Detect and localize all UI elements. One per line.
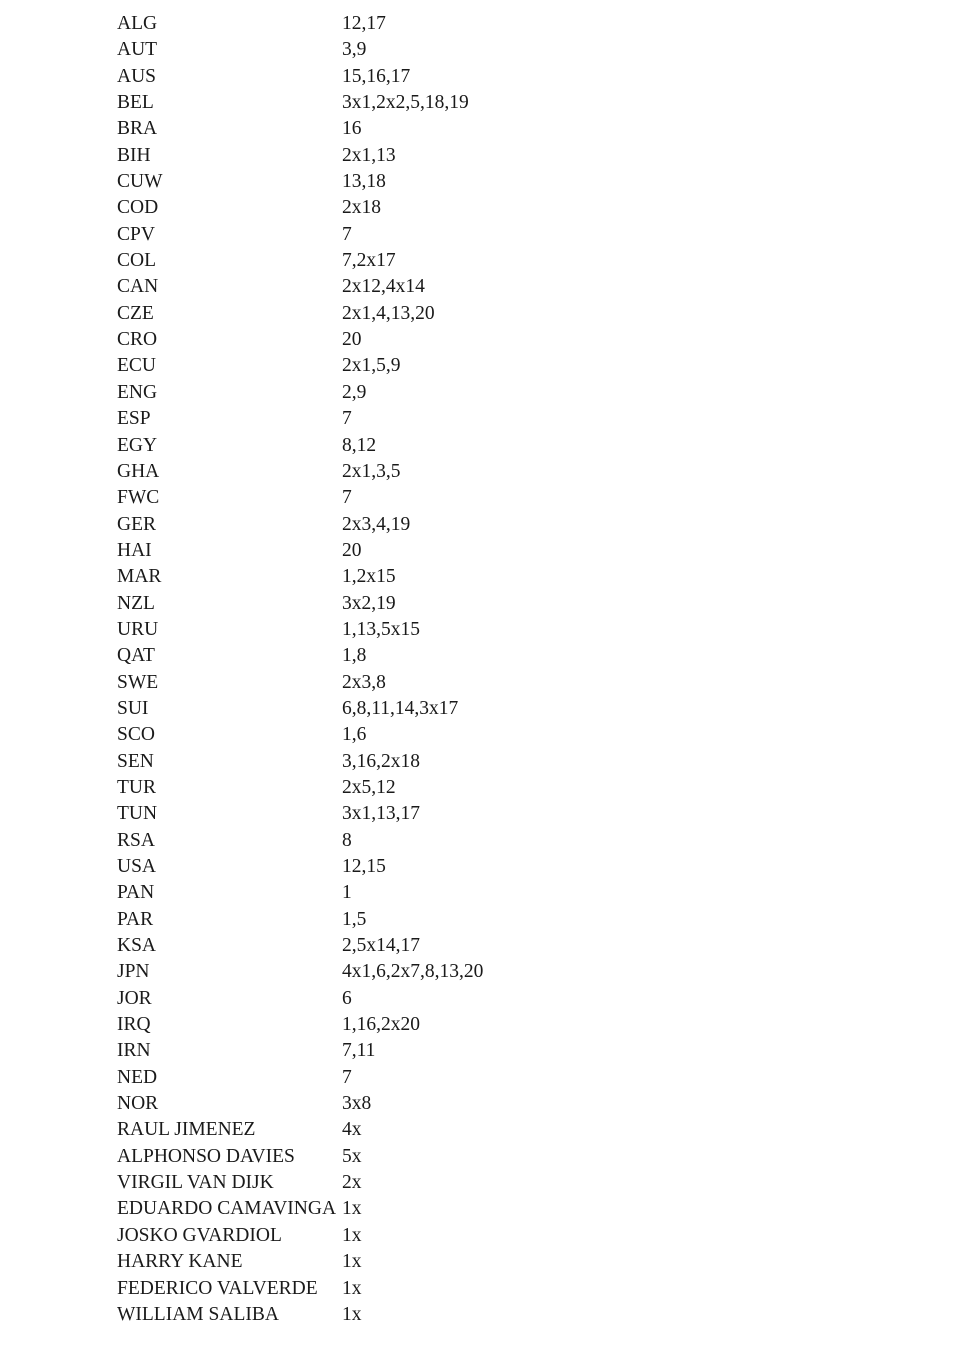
item-value: 1,8 bbox=[342, 645, 367, 667]
item-value: 1x bbox=[342, 1303, 362, 1325]
item-name: SCO bbox=[117, 724, 155, 746]
item-value: 12,17 bbox=[342, 13, 386, 34]
list-item bbox=[117, 353, 717, 379]
item-value: 2x bbox=[342, 1172, 362, 1194]
list-item bbox=[117, 1117, 717, 1143]
item-name: TUR bbox=[117, 776, 156, 798]
list-item bbox=[117, 564, 717, 590]
list-item bbox=[117, 617, 717, 643]
item-value: 7 bbox=[342, 223, 352, 245]
item-value: 3,9 bbox=[342, 39, 367, 61]
item-value: 2x1,4,13,20 bbox=[342, 302, 435, 324]
list-item bbox=[117, 907, 717, 933]
item-value: 2,5x14,17 bbox=[342, 935, 420, 957]
item-value: 3x8 bbox=[342, 1093, 372, 1115]
list-item bbox=[117, 301, 717, 327]
item-name: ESP bbox=[117, 408, 151, 430]
item-name: GER bbox=[117, 513, 156, 535]
item-name: GHA bbox=[117, 460, 160, 482]
list-item bbox=[117, 828, 717, 854]
item-name: NED bbox=[117, 1066, 158, 1088]
item-value: 13,18 bbox=[342, 171, 386, 193]
list-item bbox=[117, 986, 717, 1012]
list-item bbox=[117, 643, 717, 669]
item-name: SUI bbox=[117, 697, 149, 719]
item-name: KSA bbox=[117, 935, 157, 957]
list-item bbox=[117, 1223, 717, 1249]
list-item bbox=[117, 1196, 717, 1222]
list-item bbox=[117, 433, 717, 459]
item-name: CPV bbox=[117, 223, 155, 245]
item-name: CUW bbox=[117, 171, 163, 193]
list-item bbox=[117, 775, 717, 801]
item-name: HAI bbox=[117, 539, 152, 561]
list-item bbox=[117, 1302, 717, 1328]
item-value: 7 bbox=[342, 487, 352, 509]
item-name: URU bbox=[117, 618, 159, 640]
item-value: 16 bbox=[342, 118, 362, 140]
item-value: 1x bbox=[342, 1277, 362, 1299]
list-item bbox=[117, 248, 717, 274]
item-value: 8,12 bbox=[342, 434, 377, 456]
item-name: JOSKO GVARDIOL bbox=[117, 1224, 282, 1246]
list-item bbox=[117, 195, 717, 221]
item-name: CZE bbox=[117, 302, 154, 324]
list-item bbox=[117, 37, 717, 63]
item-name: IRN bbox=[117, 1040, 151, 1062]
item-name: RSA bbox=[117, 829, 155, 851]
item-name: JPN bbox=[117, 961, 150, 983]
list-item bbox=[117, 64, 717, 90]
item-name: RAUL JIMENEZ bbox=[117, 1119, 256, 1141]
item-name: BEL bbox=[117, 92, 154, 114]
item-value: 1,16,2x20 bbox=[342, 1014, 420, 1036]
item-value: 2,9 bbox=[342, 381, 367, 403]
item-name: IRQ bbox=[117, 1014, 151, 1036]
item-value: 20 bbox=[342, 539, 362, 561]
list-item bbox=[117, 1144, 717, 1170]
list-item bbox=[117, 485, 717, 511]
list-item bbox=[117, 116, 717, 142]
item-name: VIRGIL VAN DIJK bbox=[117, 1172, 274, 1194]
item-name: EDUARDO CAMAVINGA bbox=[117, 1198, 337, 1220]
list-item bbox=[117, 1012, 717, 1038]
list-item bbox=[117, 1249, 717, 1275]
list-item bbox=[117, 406, 717, 432]
list-item bbox=[117, 1038, 717, 1064]
list-item bbox=[117, 670, 717, 696]
item-value: 4x1,6,2x7,8,13,20 bbox=[342, 961, 484, 983]
list-item bbox=[117, 380, 717, 406]
item-value: 2x1,5,9 bbox=[342, 355, 401, 377]
list-item bbox=[117, 591, 717, 617]
item-value: 1,2x15 bbox=[342, 566, 396, 588]
item-value: 20 bbox=[342, 329, 362, 351]
list-item bbox=[117, 274, 717, 300]
item-name: FWC bbox=[117, 487, 160, 509]
item-name: CRO bbox=[117, 329, 158, 351]
item-value: 3,16,2x18 bbox=[342, 750, 420, 772]
item-name: COD bbox=[117, 197, 159, 219]
item-name: ECU bbox=[117, 355, 156, 377]
item-name: SWE bbox=[117, 671, 159, 693]
list-item bbox=[117, 512, 717, 538]
item-value: 15,16,17 bbox=[342, 65, 411, 87]
item-value: 1 bbox=[342, 882, 352, 904]
item-name: QAT bbox=[117, 645, 155, 667]
item-name: SEN bbox=[117, 750, 154, 772]
item-value: 6,8,11,14,3x17 bbox=[342, 697, 459, 719]
list-item bbox=[117, 696, 717, 722]
item-name: ENG bbox=[117, 381, 158, 403]
item-name: NOR bbox=[117, 1093, 159, 1115]
list-item bbox=[117, 722, 717, 748]
item-value: 2x1,13 bbox=[342, 144, 396, 166]
item-name: ALPHONSO DAVIES bbox=[117, 1145, 295, 1167]
list-item bbox=[117, 459, 717, 485]
item-name: MAR bbox=[117, 566, 162, 588]
list-item bbox=[117, 90, 717, 116]
item-name: FEDERICO VALVERDE bbox=[117, 1277, 318, 1299]
list-item bbox=[117, 1276, 717, 1302]
list-item bbox=[117, 880, 717, 906]
list-item bbox=[117, 538, 717, 564]
list-item bbox=[117, 11, 717, 37]
item-value: 5x bbox=[342, 1145, 362, 1167]
item-name: TUN bbox=[117, 803, 158, 825]
item-value: 2x3,8 bbox=[342, 671, 386, 693]
item-value: 1x bbox=[342, 1224, 362, 1246]
item-value: 2x18 bbox=[342, 197, 381, 219]
item-name: PAR bbox=[117, 908, 154, 930]
item-value: 7 bbox=[342, 408, 352, 430]
item-name: AUS bbox=[117, 65, 157, 87]
item-value: 3x2,19 bbox=[342, 592, 396, 614]
item-value: 1x bbox=[342, 1251, 362, 1273]
item-value: 3x1,13,17 bbox=[342, 803, 420, 825]
item-name: PAN bbox=[117, 882, 155, 904]
list-item bbox=[117, 222, 717, 248]
item-value: 6 bbox=[342, 987, 352, 1009]
list-item bbox=[117, 1065, 717, 1091]
list-item bbox=[117, 801, 717, 827]
item-name: BRA bbox=[117, 118, 158, 140]
item-value: 3x1,2x2,5,18,19 bbox=[342, 92, 469, 114]
item-name: HARRY KANE bbox=[117, 1251, 243, 1273]
item-name: JOR bbox=[117, 987, 152, 1009]
item-name: NZL bbox=[117, 592, 155, 614]
item-name: AUT bbox=[117, 39, 158, 61]
list-item bbox=[117, 959, 717, 985]
list-item bbox=[117, 854, 717, 880]
item-name: COL bbox=[117, 250, 156, 272]
list-item bbox=[117, 1091, 717, 1117]
item-value: 4x bbox=[342, 1119, 362, 1141]
item-value: 12,15 bbox=[342, 856, 386, 877]
item-name: ALG bbox=[117, 13, 158, 34]
list-item bbox=[117, 169, 717, 195]
item-value: 7 bbox=[342, 1066, 352, 1088]
list-item bbox=[117, 1170, 717, 1196]
item-value: 7,2x17 bbox=[342, 250, 396, 272]
item-value: 2x12,4x14 bbox=[342, 276, 425, 298]
item-name: CAN bbox=[117, 276, 159, 298]
list-item bbox=[117, 143, 717, 169]
item-value: 1,13,5x15 bbox=[342, 618, 420, 640]
item-name: BIH bbox=[117, 144, 151, 166]
item-name: EGY bbox=[117, 434, 158, 456]
item-name: WILLIAM SALIBA bbox=[117, 1303, 279, 1325]
item-value: 1,6 bbox=[342, 724, 367, 746]
sticker-list bbox=[117, 11, 717, 1328]
item-value: 8 bbox=[342, 829, 352, 851]
item-value: 2x5,12 bbox=[342, 776, 396, 798]
list-item bbox=[117, 327, 717, 353]
item-value: 2x3,4,19 bbox=[342, 513, 411, 535]
item-value: 1,5 bbox=[342, 908, 367, 930]
item-value: 1x bbox=[342, 1198, 362, 1220]
item-name: USA bbox=[117, 856, 157, 877]
item-value: 2x1,3,5 bbox=[342, 460, 401, 482]
list-item bbox=[117, 749, 717, 775]
item-value: 7,11 bbox=[342, 1040, 376, 1062]
list-item bbox=[117, 933, 717, 959]
